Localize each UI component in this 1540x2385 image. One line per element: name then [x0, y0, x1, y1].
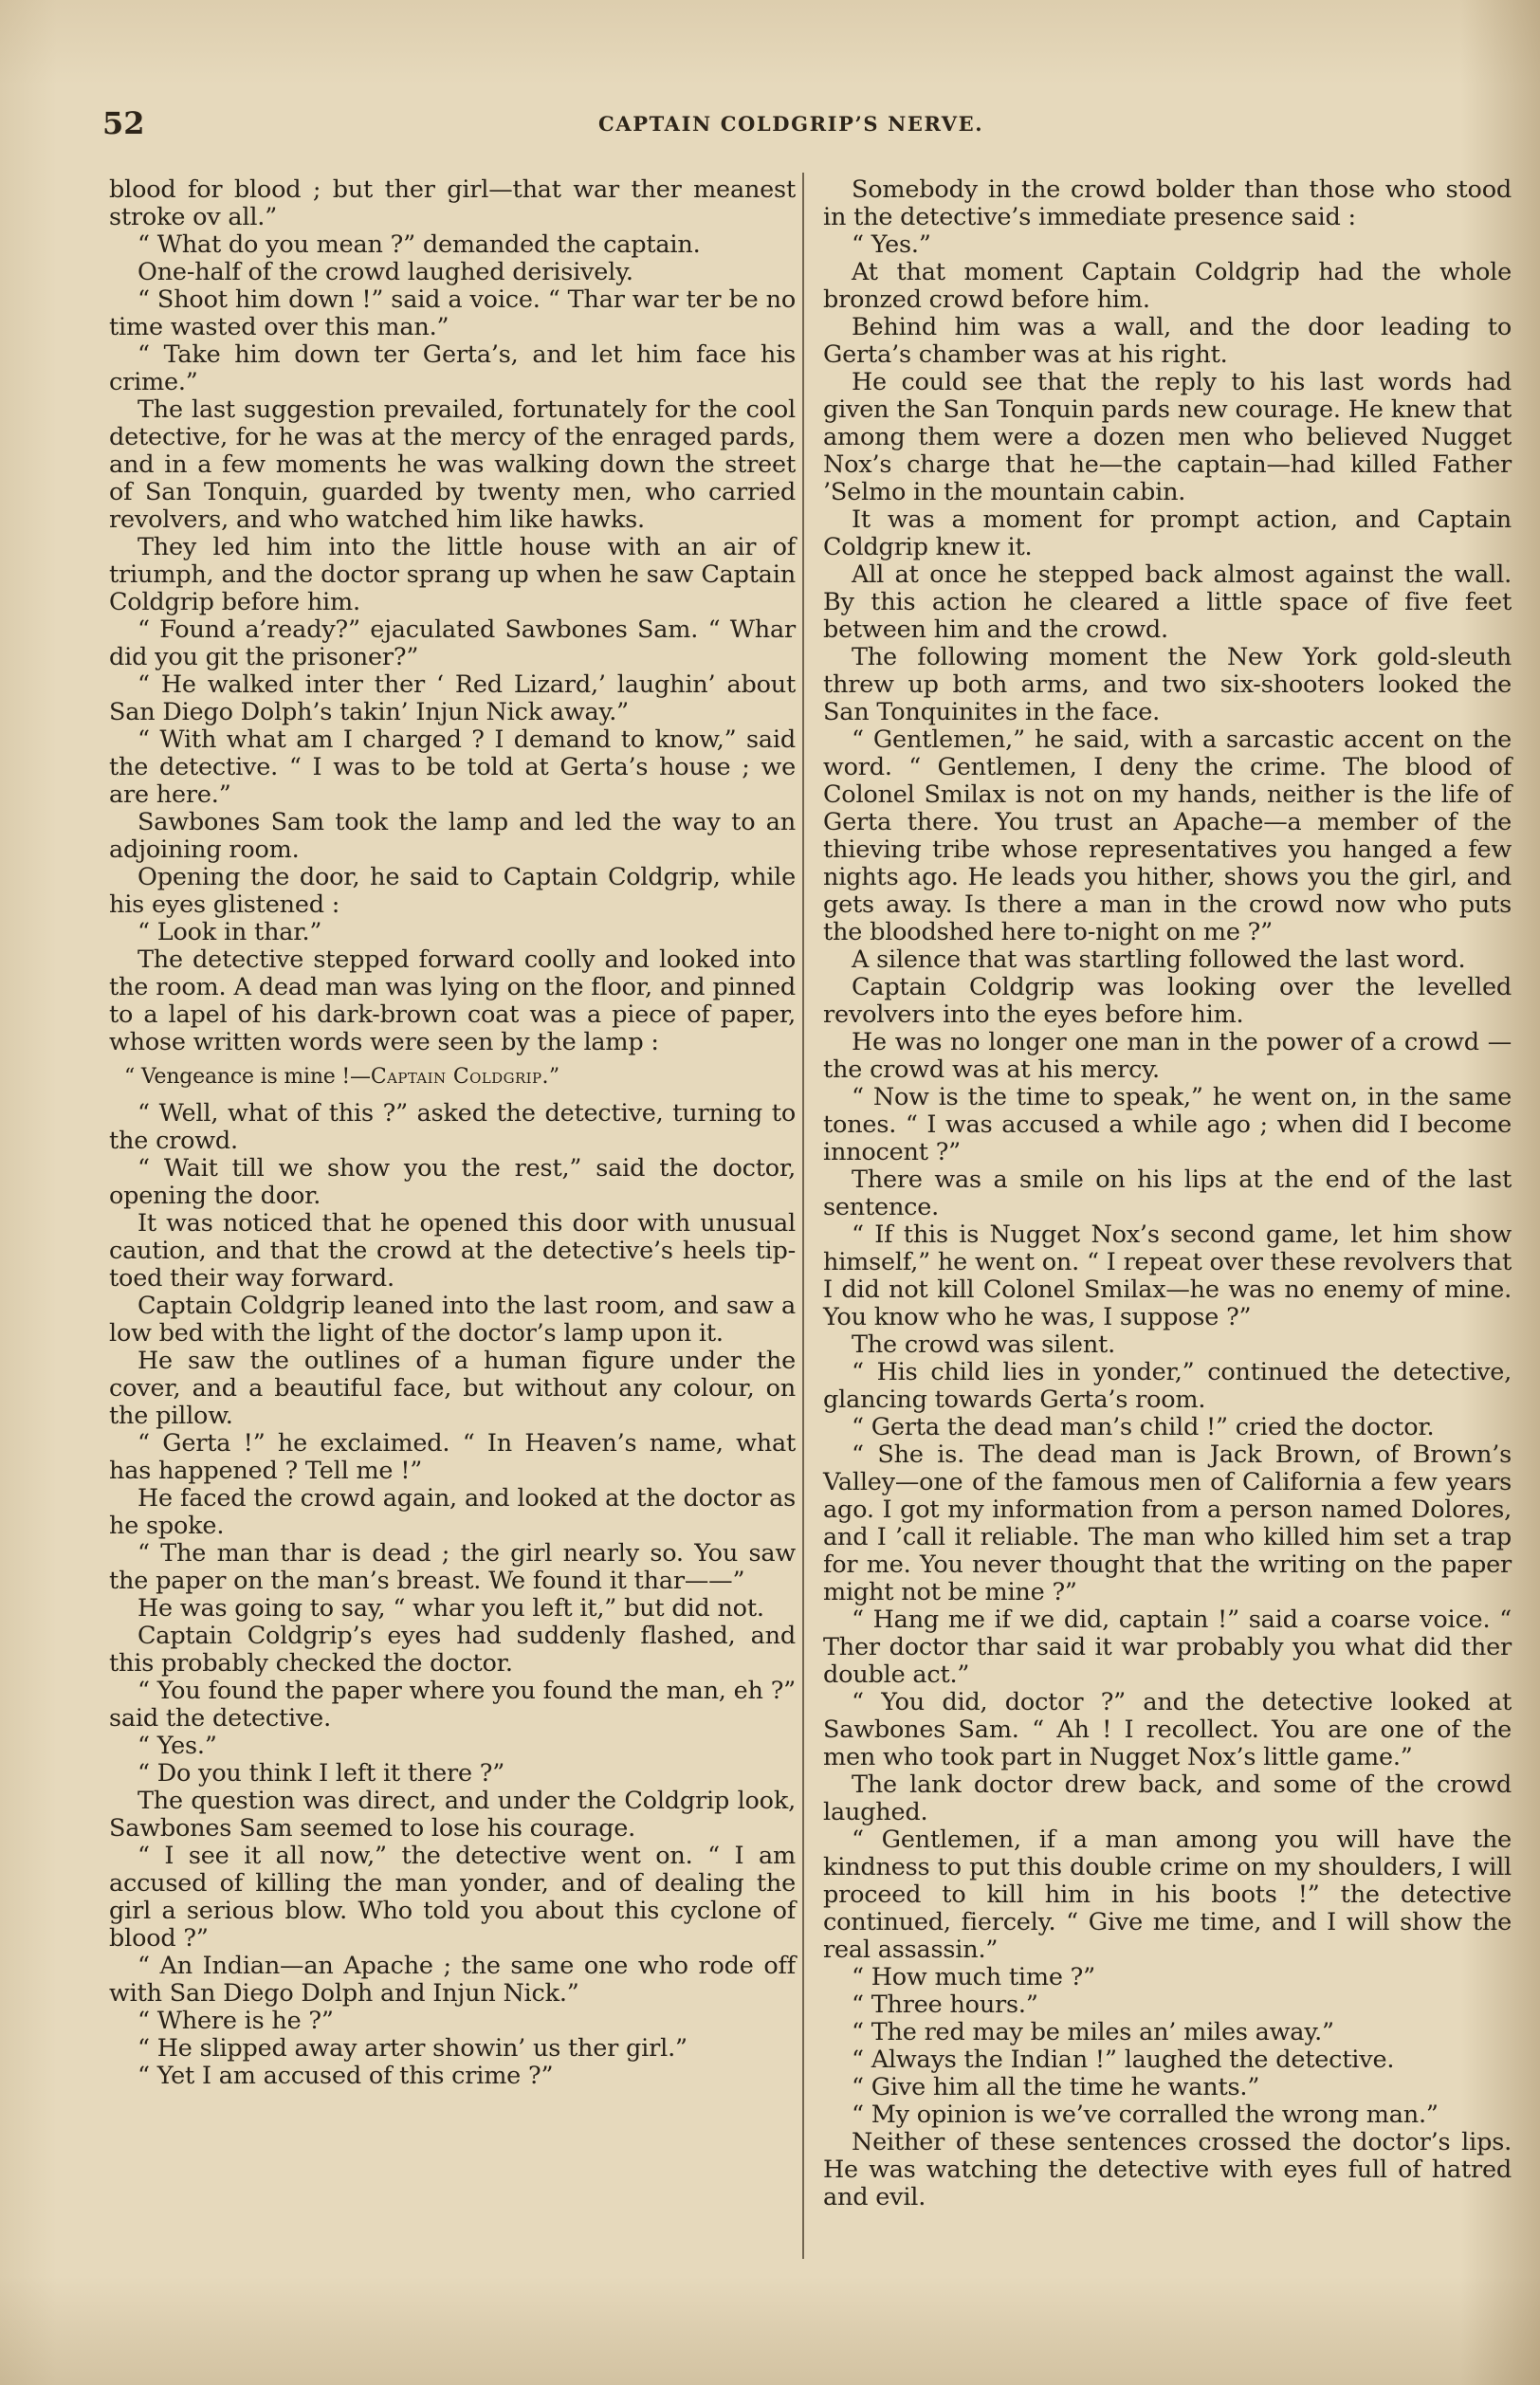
paragraph: Somebody in the crowd bolder than those who stood in the detective’s immediate presence said :: [823, 175, 1512, 231]
paragraph: He was going to say, “ whar you left it,” but did not.: [138, 1594, 764, 1623]
paragraph: “ Yet I am accused of this crime ?”: [138, 2062, 554, 2090]
paragraph: “ I see it all now,” the detective went on. “ I am accused of killing the man yonder, and of dealing the girl a serious blow. Who told you about this cyclone of blood ?”: [109, 1842, 796, 1953]
paragraph: Sawbones Sam took the lamp and led the way to an adjoining room.: [109, 808, 796, 864]
paragraph: “ My opinion is we’ve corralled the wrong man.”: [852, 2101, 1439, 2129]
paragraph: Captain Coldgrip was looking over the levelled revolvers into the eyes before him.: [823, 973, 1512, 1029]
left-column: [109, 176, 796, 2090]
paragraph: “ Hang me if we did, captain !” said a coarse voice. “ Ther doctor thar said it war probably you what did ther double act.”: [823, 1605, 1512, 1689]
paragraph: “ An Indian—an Apache ; the same one who rode off with San Diego Dolph and Injun Nick.”: [109, 1952, 796, 2008]
paragraph: He saw the outlines of a human figure under the cover, and a beautiful face, but without any colour, on the pillow.: [109, 1347, 796, 1430]
paragraph: “ If this is Nugget Nox’s second game, let him show himself,” he went on. “ I repeat over these revolvers that I did not kill Colonel Smilax—he was no enemy of mine. You know who he was, I suppose ?”: [823, 1220, 1512, 1331]
paragraph: He could see that the reply to his last words had given the San Tonquin pards new courage. He knew that among them were a dozen men who believed Nugget Nox’s charge that he—the captain—had killed Father ’Selmo in the mountain cabin.: [823, 368, 1512, 506]
paragraph: “ He walked inter ther ‘ Red Lizard,’ laughin’ about San Diego Dolph’s takin’ Injun Nick away.”: [109, 670, 796, 726]
note-signature: Captain Coldgrip.”: [370, 1065, 560, 1089]
paragraph: Captain Coldgrip leaned into the last room, and saw a low bed with the light of the doctor’s lamp upon it.: [109, 1292, 796, 1348]
paragraph: “ Give him all the time he wants.”: [852, 2073, 1260, 2101]
paragraph: All at once he stepped back almost against the wall. By this action he cleared a little space of five feet between him and the crowd.: [823, 560, 1512, 644]
paragraph: “ Yes.”: [852, 230, 931, 259]
paragraph: It was a moment for prompt action, and Captain Coldgrip knew it.: [823, 505, 1512, 561]
paragraph: “ Yes.”: [138, 1732, 217, 1760]
paragraph: One-half of the crowd laughed derisively.: [138, 258, 633, 286]
paragraph: “ Do you think I left it there ?”: [138, 1759, 505, 1788]
paragraph: “ He slipped away arter showin’ us ther girl.”: [138, 2034, 688, 2063]
paragraph: “ Wait till we show you the rest,” said the doctor, opening the door.: [109, 1154, 796, 1210]
paragraph: Captain Coldgrip’s eyes had suddenly flashed, and this probably checked the doctor.: [109, 1622, 796, 1678]
paragraph: The lank doctor drew back, and some of the crowd laughed.: [823, 1770, 1512, 1826]
paragraph: He faced the crowd again, and looked at the doctor as he spoke.: [109, 1484, 796, 1540]
paragraph: “ Take him down ter Gerta’s, and let him face his crime.”: [109, 340, 796, 396]
paragraph: “ Found a’ready?” ejaculated Sawbones Sam. “ Whar did you git the prisoner?”: [109, 615, 796, 671]
column-rule: [802, 173, 804, 2259]
paragraph: “ Gerta the dead man’s child !” cried the doctor.: [852, 1413, 1435, 1441]
paragraph: The crowd was silent.: [852, 1330, 1115, 1359]
paragraph: Behind him was a wall, and the door leading to Gerta’s chamber was at his right.: [823, 313, 1512, 369]
paragraph: Opening the door, he said to Captain Coldgrip, while his eyes glistened :: [109, 863, 796, 919]
paragraph: He was no longer one man in the power of a crowd —the crowd was at his mercy.: [823, 1028, 1512, 1084]
page-number: 52: [102, 105, 145, 141]
quoted-note: [109, 1064, 796, 1091]
paragraph: “ She is. The dead man is Jack Brown, of Brown’s Valley—one of the famous men of California a few years ago. I got my information from a person named Dolores, and I ’call it reliable. The man who killed him set a trap for me. You never thought that the writing on the paper might not be mine ?”: [823, 1440, 1512, 1606]
paragraph: The detective stepped forward coolly and looked into the room. A dead man was lying on the floor, and pinned to a lapel of his dark-brown coat was a piece of paper, whose written words were seen by the lamp :: [109, 945, 796, 1056]
paragraph: The last suggestion prevailed, fortunately for the cool detective, for he was at the mercy of the enraged pards, and in a few moments he was walking down the street of San Tonquin, guarded by twenty men, who carried revolvers, and who watched him like hawks.: [109, 395, 796, 534]
paragraph: At that moment Captain Coldgrip had the whole bronzed crowd before him.: [823, 258, 1512, 314]
paragraph: “ What do you mean ?” demanded the captain.: [138, 230, 701, 259]
paragraph: “ You found the paper where you found the man, eh ?” said the detective.: [109, 1677, 796, 1733]
paragraph: blood for blood ; but ther girl—that war ther meanest stroke ov all.”: [109, 175, 796, 231]
paragraph: “ His child lies in yonder,” continued the detective, glancing towards Gerta’s room.: [823, 1358, 1512, 1414]
paragraph: “ The red may be miles an’ miles away.”: [852, 2018, 1334, 2046]
right-column: [823, 176, 1512, 2211]
running-head: CAPTAIN COLDGRIP’S NERVE.: [598, 112, 984, 136]
paragraph: “ Shoot him down !” said a voice. “ Thar war ter be no time wasted over this man.”: [109, 285, 796, 341]
paragraph: It was noticed that he opened this door with unusual caution, and that the crowd at the detective’s heels tip-toed their way forward.: [109, 1209, 796, 1293]
paragraph: “ The man thar is dead ; the girl nearly so. You saw the paper on the man’s breast. We found it thar——”: [109, 1539, 796, 1595]
paragraph: “ Always the Indian !” laughed the detective.: [852, 2046, 1395, 2074]
paragraph: They led him into the little house with an air of triumph, and the doctor sprang up when he saw Captain Coldgrip before him.: [109, 533, 796, 616]
paragraph: “ Three hours.”: [852, 1991, 1038, 2019]
paragraph: “ Now is the time to speak,” he went on, in the same tones. “ I was accused a while ago ; when did I become innocent ?”: [823, 1083, 1512, 1166]
paragraph: The following moment the New York gold-sleuth threw up both arms, and two six-shooters looked the San Tonquinites in the face.: [823, 643, 1512, 726]
paragraph: “ Gentlemen, if a man among you will have the kindness to put this double crime on my shoulders, I will proceed to kill him in his boots !” the detective continued, fiercely. “ Give me time, and I will show the real assassin.”: [823, 1825, 1512, 1964]
paragraph: “ Well, what of this ?” asked the detective, turning to the crowd.: [109, 1099, 796, 1155]
paragraph: “ You did, doctor ?” and the detective looked at Sawbones Sam. “ Ah ! I recollect. You are one of the men who took part in Nugget Nox’s little game.”: [823, 1688, 1512, 1771]
paragraph: There was a smile on his lips at the end of the last sentence.: [823, 1165, 1512, 1221]
paragraph: “ Gerta !” he exclaimed. “ In Heaven’s name, what has happened ? Tell me !”: [109, 1429, 796, 1485]
paragraph: Neither of these sentences crossed the doctor’s lips. He was watching the detective with eyes full of hatred and evil.: [823, 2128, 1512, 2211]
paragraph: The question was direct, and under the Coldgrip look, Sawbones Sam seemed to lose his courage.: [109, 1787, 796, 1843]
paragraph: “ How much time ?”: [852, 1963, 1095, 1991]
note-text: “ Vengeance is mine !—: [124, 1065, 371, 1089]
paragraph: “ Where is he ?”: [138, 2007, 334, 2035]
paragraph: “ With what am I charged ? I demand to know,” said the detective. “ I was to be told at Gerta’s house ; we are here.”: [109, 725, 796, 809]
paragraph: A silence that was startling followed the last word.: [852, 945, 1466, 974]
paragraph: “ Gentlemen,” he said, with a sarcastic accent on the word. “ Gentlemen, I deny the crime. The blood of Colonel Smilax is not on my hands, neither is the life of Gerta there. You trust an Apache—a member of the thieving tribe whose representatives you hanged a few nights ago. He leads you hither, shows you the girl, and gets away. Is there a man in the crowd now who puts the bloodshed here to-night on me ?”: [823, 725, 1512, 946]
paragraph: “ Look in thar.”: [138, 918, 322, 946]
